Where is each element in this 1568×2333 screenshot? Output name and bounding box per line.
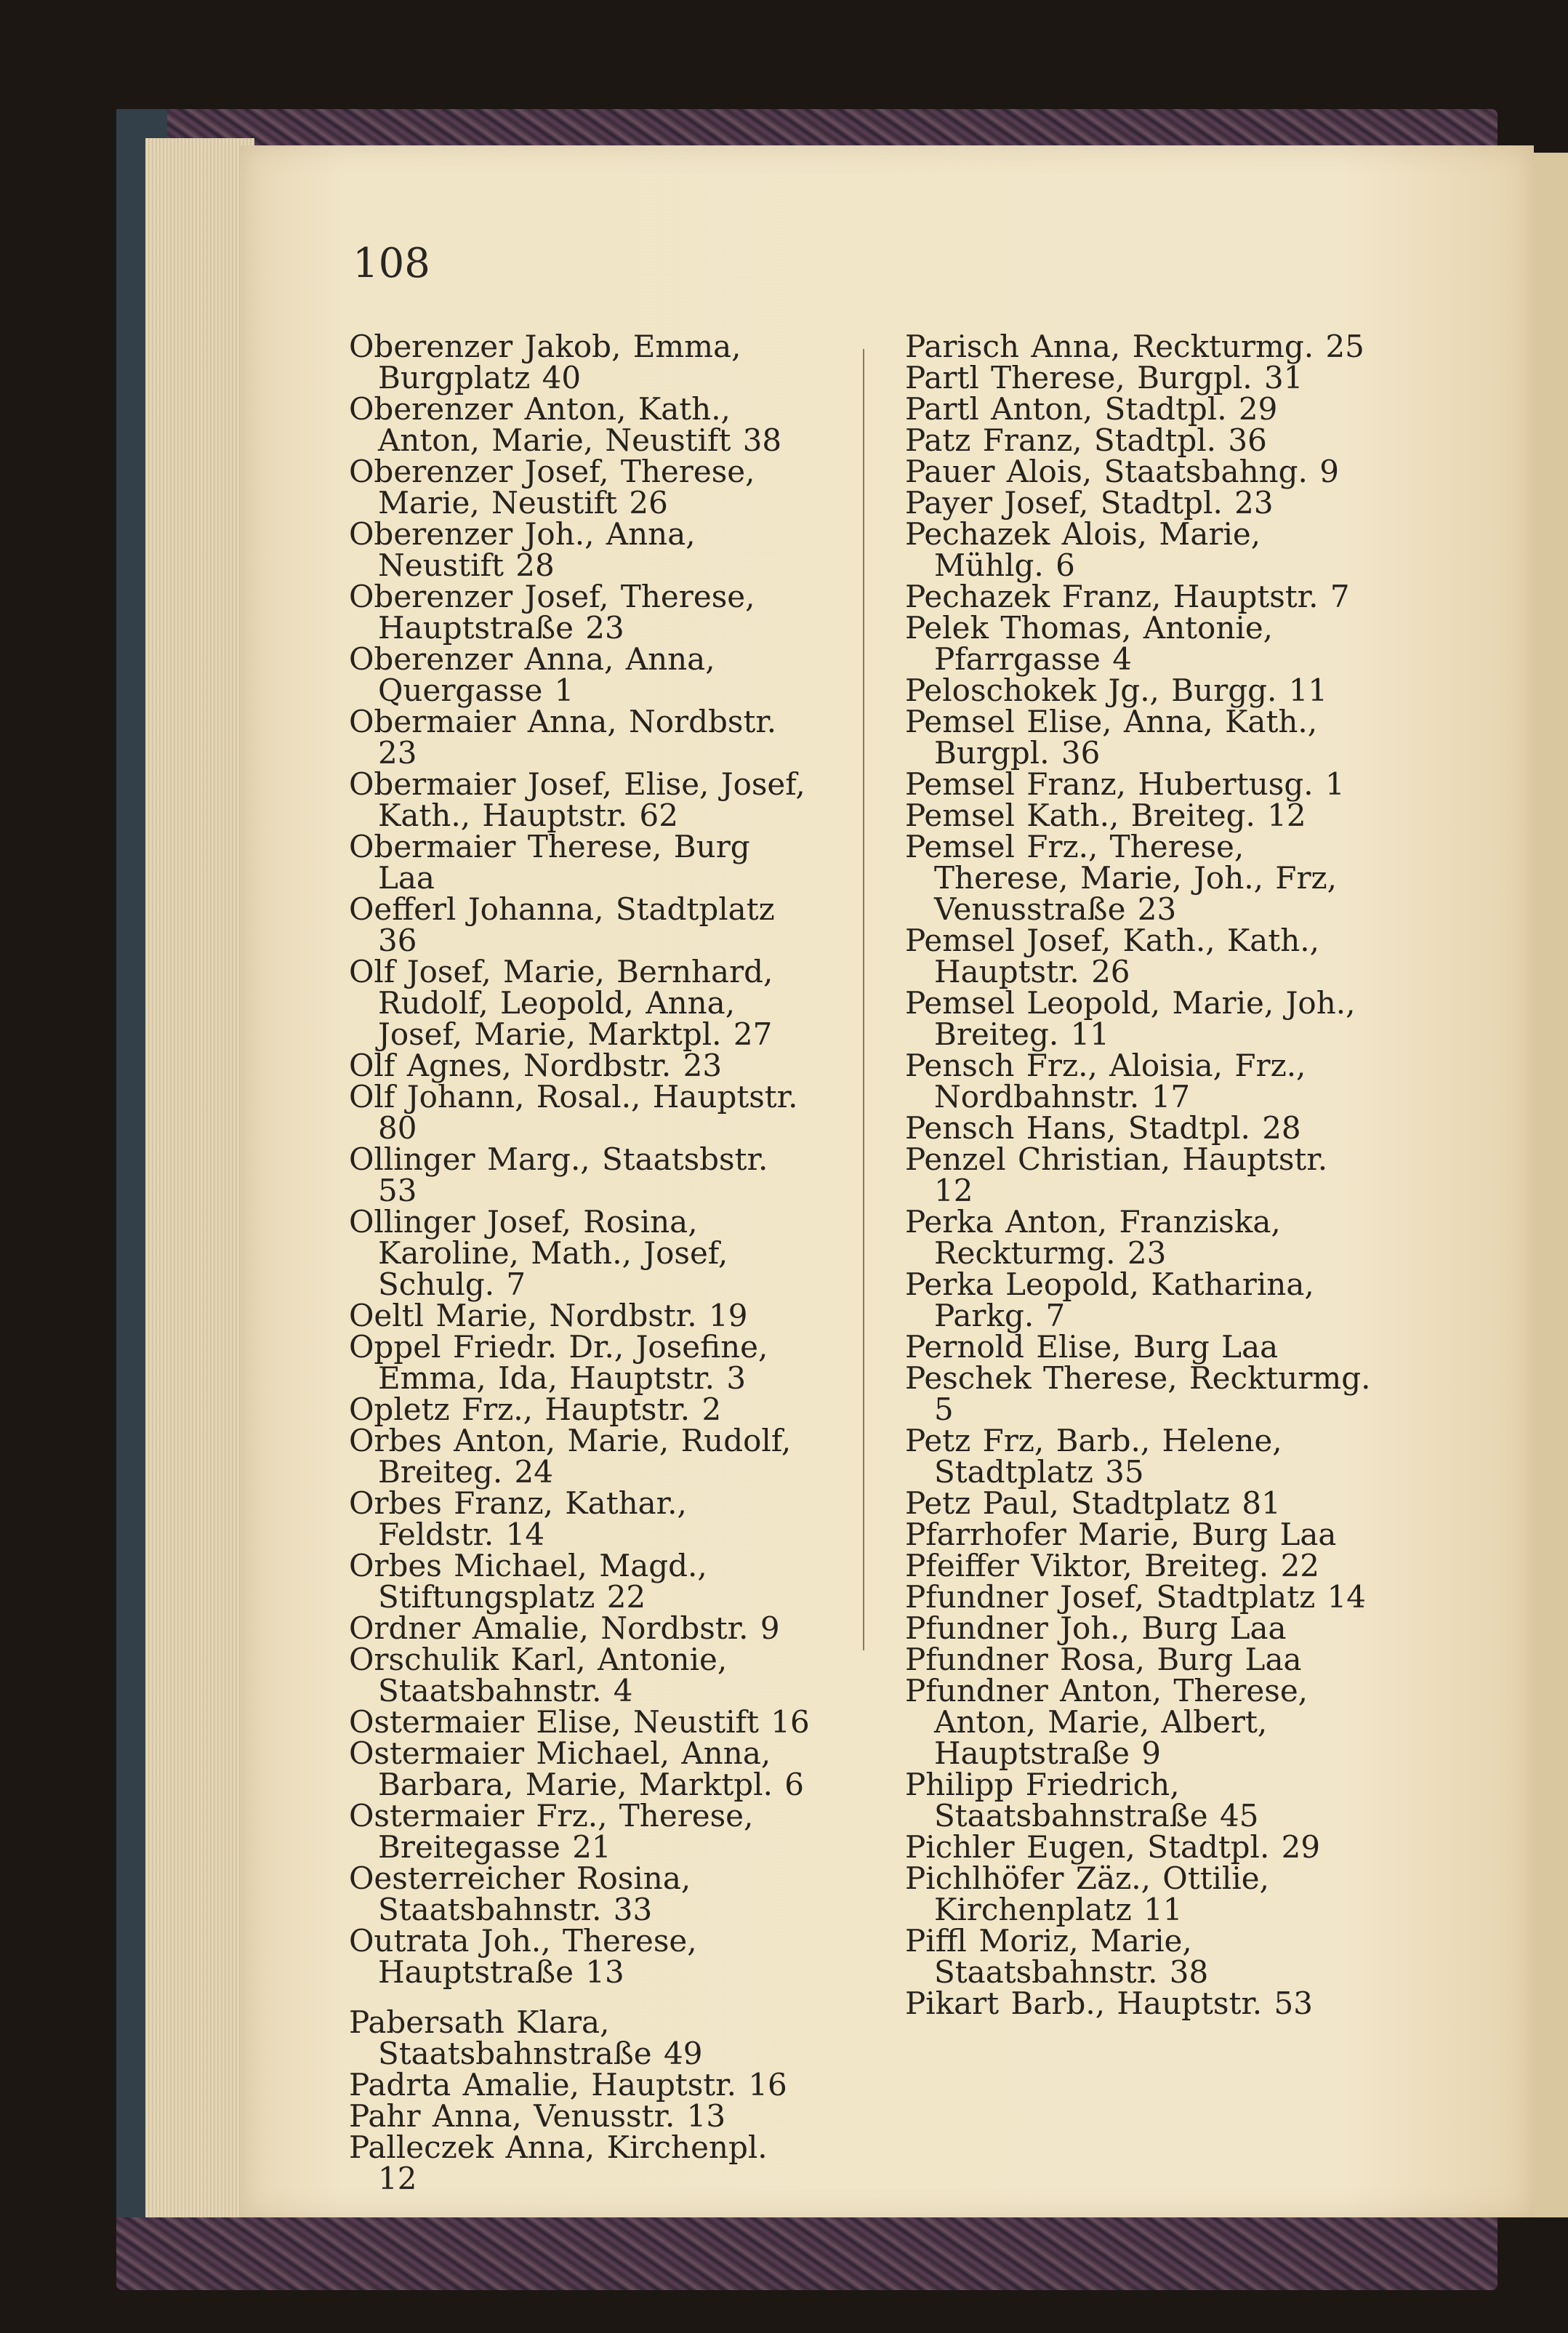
- directory-entry: Oberenzer Jakob, Emma, Burgplatz 40: [349, 329, 741, 395]
- directory-entry: Pichler Eugen, Stadtpl. 29: [905, 1829, 1321, 1865]
- directory-entry: Pfundner Joh., Burg Laa: [905, 1610, 1287, 1646]
- directory-entry: Orbes Michael, Magd., Stiftungsplatz 22: [349, 1548, 707, 1615]
- directory-entry: Pfarrhofer Marie, Burg Laa: [905, 1517, 1337, 1552]
- directory-entry: Oesterreicher Rosina, Staatsbahnstr. 33: [349, 1860, 691, 1927]
- right-column: [905, 331, 1378, 2019]
- directory-entry: Pfundner Rosa, Burg Laa: [905, 1642, 1302, 1677]
- directory-entry: Orschulik Karl, Antonie, Staatsbahnstr. 4: [349, 1642, 728, 1708]
- directory-entry: Oefferl Johanna, Stadtplatz 36: [349, 891, 775, 958]
- directory-entry: Ostermaier Frz., Therese, Breitegasse 21: [349, 1798, 754, 1865]
- directory-entry: Partl Therese, Burgpl. 31: [905, 360, 1303, 395]
- directory-entry: Opletz Frz., Hauptstr. 2: [349, 1392, 722, 1427]
- page-number: 108: [353, 240, 430, 287]
- directory-entry: Oberenzer Anton, Kath., Anton, Marie, Neustift 38: [349, 391, 782, 458]
- directory-entry: Perka Leopold, Katharina, Parkg. 7: [905, 1266, 1314, 1333]
- column-divider: [863, 349, 864, 1650]
- directory-entry: Pahr Anna, Venusstr. 13: [349, 2098, 726, 2134]
- directory-entry: Ordner Amalie, Nordbstr. 9: [349, 1610, 780, 1646]
- directory-entry: Pernold Elise, Burg Laa: [905, 1329, 1279, 1365]
- directory-entry: Obermaier Anna, Nordbstr. 23: [349, 704, 777, 771]
- directory-entry: Orbes Franz, Kathar., Feldstr. 14: [349, 1485, 687, 1552]
- directory-entry: Pfundner Josef, Stadtplatz 14: [905, 1579, 1367, 1615]
- directory-entry: Oberenzer Josef, Therese, Marie, Neustift 26: [349, 454, 755, 521]
- directory-entry: Palleczek Anna, Kirchenpl. 12: [349, 2129, 768, 2196]
- directory-entry: Pemsel Frz., Therese, Therese, Marie, Joh., Frz, Venusstraße 23: [905, 829, 1337, 927]
- directory-entry: Oberenzer Josef, Therese, Hauptstraße 23: [349, 579, 755, 646]
- left-column: [349, 331, 814, 2194]
- directory-entry: Ollinger Josef, Rosina, Karoline, Math., Josef, Schulg. 7: [349, 1204, 728, 1302]
- directory-entry: Piffl Moriz, Marie, Staatsbahnstr. 38: [905, 1923, 1209, 1990]
- directory-entry: Padrta Amalie, Hauptstr. 16: [349, 2067, 787, 2103]
- directory-entry: Parisch Anna, Reckturmg. 25: [905, 329, 1364, 364]
- directory-entry: Pelek Thomas, Antonie, Pfarrgasse 4: [905, 610, 1274, 677]
- directory-entry: Patz Franz, Stadtpl. 36: [905, 422, 1267, 458]
- directory-entry: Pemsel Franz, Hubertusg. 1: [905, 766, 1345, 802]
- directory-entry: Ostermaier Elise, Neustift 16: [349, 1704, 810, 1740]
- directory-entry: Penzel Christian, Hauptstr. 12: [905, 1141, 1328, 1208]
- directory-entry: Pemsel Kath., Breiteg. 12: [905, 798, 1306, 833]
- directory-entry: Pfundner Anton, Therese, Anton, Marie, Albert, Hauptstraße 9: [905, 1673, 1308, 1771]
- directory-entry: Ollinger Marg., Staatsbstr. 53: [349, 1141, 768, 1208]
- directory-entry: Olf Johann, Rosal., Hauptstr. 80: [349, 1079, 798, 1146]
- directory-entry: Obermaier Josef, Elise, Josef, Kath., Hauptstr. 62: [349, 766, 805, 833]
- directory-entry: Pechazek Alois, Marie, Mühlg. 6: [905, 516, 1261, 583]
- facing-page-edge: [1534, 153, 1568, 2217]
- directory-entry: Olf Agnes, Nordbstr. 23: [349, 1048, 723, 1083]
- directory-entry: Oppel Friedr. Dr., Josefine, Emma, Ida, Hauptstr. 3: [349, 1329, 768, 1396]
- directory-entry: Pemsel Leopold, Marie, Joh., Breiteg. 11: [905, 985, 1356, 1052]
- directory-entry: Ostermaier Michael, Anna, Barbara, Marie, Marktpl. 6: [349, 1735, 805, 1802]
- directory-entry: Pemsel Elise, Anna, Kath., Burgpl. 36: [905, 704, 1318, 771]
- directory-entry: Pfeiffer Viktor, Breiteg. 22: [905, 1548, 1320, 1583]
- directory-entry: Obermaier Therese, Burg Laa: [349, 829, 750, 896]
- directory-entry: Pichlhöfer Zäz., Ottilie, Kirchenplatz 11: [905, 1860, 1269, 1927]
- directory-entry: Philipp Friedrich, Staatsbahnstraße 45: [905, 1767, 1259, 1834]
- directory-entry: Orbes Anton, Marie, Rudolf, Breiteg. 24: [349, 1423, 792, 1490]
- directory-entry: Pensch Hans, Stadtpl. 28: [905, 1110, 1301, 1146]
- directory-entry: Pemsel Josef, Kath., Kath., Hauptstr. 26: [905, 923, 1319, 989]
- directory-entry: Payer Josef, Stadtpl. 23: [905, 485, 1274, 521]
- page-edges: [145, 138, 254, 2217]
- directory-entry: Oeltl Marie, Nordbstr. 19: [349, 1298, 748, 1333]
- directory-entry: Pechazek Franz, Hauptstr. 7: [905, 579, 1350, 614]
- directory-entry: Pabersath Klara, Staatsbahnstraße 49: [349, 2004, 703, 2071]
- directory-entry: Pikart Barb., Hauptstr. 53: [905, 1985, 1313, 2021]
- directory-entry: Peloschokek Jg., Burgg. 11: [905, 672, 1328, 708]
- directory-entry: Petz Frz, Barb., Helene, Stadtplatz 35: [905, 1423, 1282, 1490]
- directory-entry: Peschek Therese, Reckturmg. 5: [905, 1360, 1371, 1427]
- directory-entry: Oberenzer Joh., Anna, Neustift 28: [349, 516, 696, 583]
- directory-entry: Pensch Frz., Aloisia, Frz., Nordbahnstr. 17: [905, 1048, 1306, 1115]
- directory-entry: Olf Josef, Marie, Bernhard, Rudolf, Leopold, Anna, Josef, Marie, Marktpl. 27: [349, 954, 773, 1052]
- directory-entry: Perka Anton, Franziska, Reckturmg. 23: [905, 1204, 1281, 1271]
- directory-entry: Partl Anton, Stadtpl. 29: [905, 391, 1278, 427]
- directory-entry: Outrata Joh., Therese, Hauptstraße 13: [349, 1923, 697, 1990]
- directory-entry: Oberenzer Anna, Anna, Quergasse 1: [349, 641, 715, 708]
- directory-entry: Petz Paul, Stadtplatz 81: [905, 1485, 1281, 1521]
- directory-entry: Pauer Alois, Staatsbahng. 9: [905, 454, 1339, 489]
